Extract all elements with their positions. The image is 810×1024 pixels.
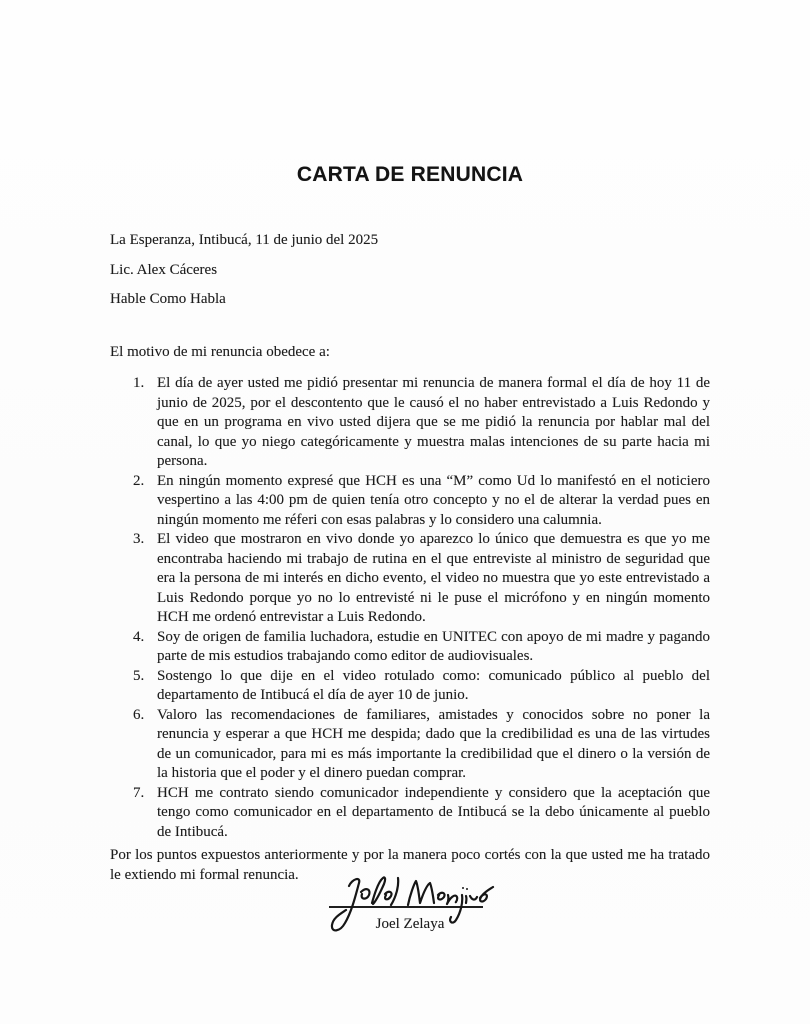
- reason-item-2: En ningún momento expresé que HCH es una “M” como Ud lo manifestó en el noticiero vespertino a las 4:00 pm de quien tenía otro concepto y no el de alterar la verdad pues en ningún momento me réferi con esas palabras y lo considero una calumnia.: [157, 472, 710, 528]
- reason-item-6: Valoro las recomendaciones de familiares, amistades y conocidos sobre no poner la renuncia y esperar a que HCH me despida; dado que la credibilidad es una de las virtudes de un comunicador, para mi es más importante la credibilidad que el dinero o la versión de la historia que el poder y el dinero puedan comprar.: [157, 706, 710, 781]
- reason-item-5: Sostengo lo que dije en el video rotulado como: comunicado público al pueblo del departamento de Intibucá el día de ayer 10 de junio.: [157, 667, 710, 703]
- signature-block: [324, 875, 496, 953]
- reason-item-4: Soy de origen de familia luchadora, estudie en UNITEC con apoyo de mi madre y pagando parte de mis estudios trabajando como editor de audiovisuales.: [157, 628, 710, 664]
- letter-intro: El motivo de mi renuncia obedece a:: [110, 343, 330, 360]
- reason-item-7: HCH me contrato siendo comunicador independiente y considero que la aceptación que tengo como comunicador en el departamento de Intibucá se la debo únicamente al pueblo de Intibucá.: [157, 784, 710, 840]
- letter-title: CARTA DE RENUNCIA: [296, 163, 524, 186]
- signature-j-dot: [462, 887, 464, 889]
- letter-dateline: La Esperanza, Intibucá, 11 de junio del 2025: [110, 232, 379, 248]
- letter-recipient-organization: Hable Como Habla: [110, 291, 226, 307]
- reason-item-3: El video que mostraron en vivo donde yo aparezco lo único que demuestra es que yo me encontraba haciendo mi trabajo de rutina en el que entreviste al ministro de seguridad que era la persona de mi interés en dicho evento, el video no muestra que yo este entrevistado a Luis Redondo porque yo no lo entrevisté ni le puse el micrófono y en ningún momento HCH me ordenó entrevistar a Luis Redondo.: [157, 531, 710, 625]
- reason-item-1: El día de ayer usted me pidió presentar mi renuncia de manera formal el día de hoy 11 de junio de 2025, por el descontento que le causó el no haber entrevistado a Luis Redondo y que en un programa en vivo usted dijera que se me pidió la renuncia por hablar mal del canal, lo que yo niego categóricamente y muestra malas intenciones de su parte hacia mi persona.: [157, 375, 710, 469]
- letter-closing: Por los puntos expuestos anteriormente y por la manera poco cortés con la que usted me ha tratado le extiendo mi formal renuncia.: [110, 847, 710, 883]
- resignation-reasons-list: [110, 374, 710, 842]
- letter-recipient-name: Lic. Alex Cáceres: [110, 261, 218, 278]
- signature-i-dot: [466, 888, 468, 890]
- signatory-name: Joel Zelaya: [375, 916, 445, 932]
